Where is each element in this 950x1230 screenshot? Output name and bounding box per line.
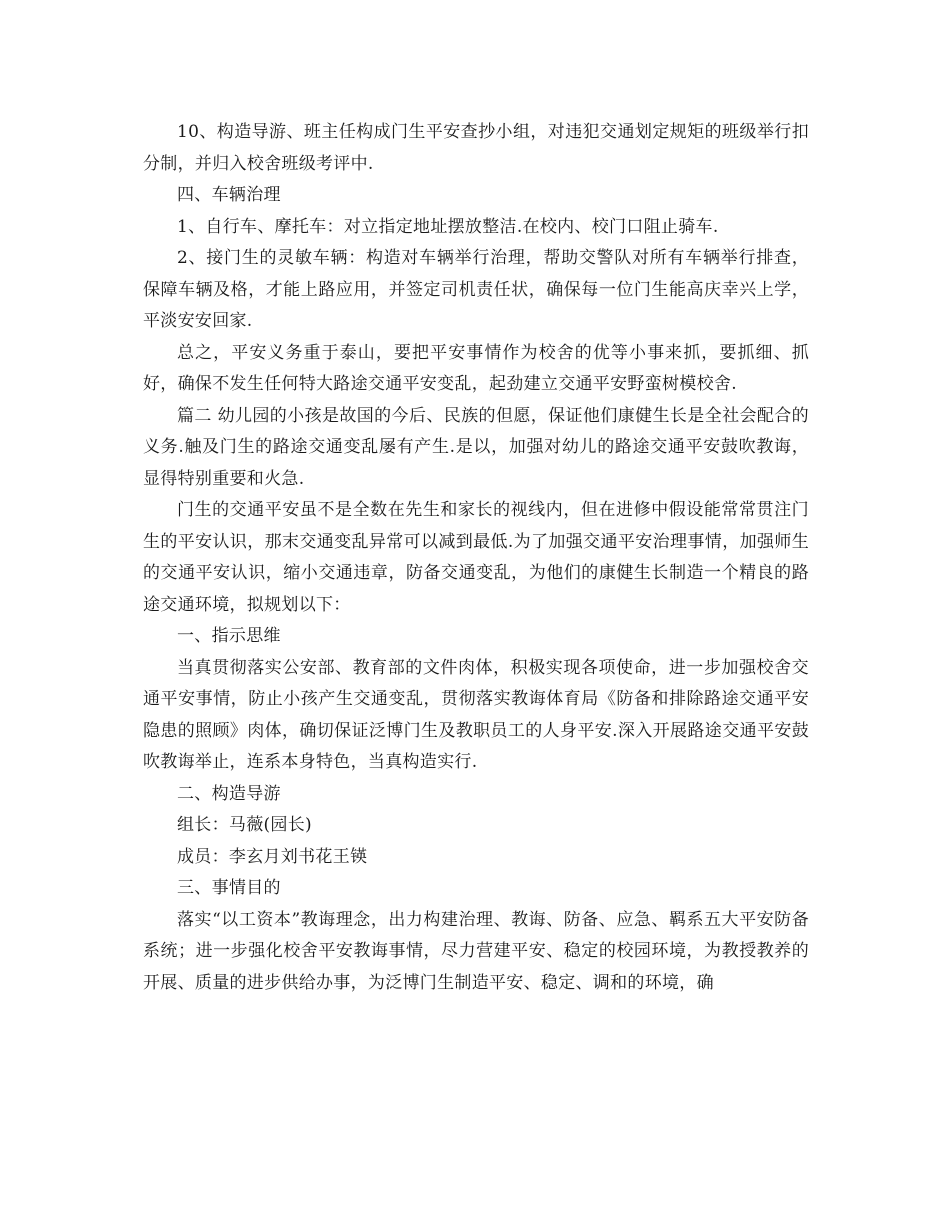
section-heading-guiding-thought: 一、指示思维 xyxy=(177,626,281,646)
section-heading-work-goals: 三、事情目的 xyxy=(177,878,281,898)
paragraph-members: 成员：李玄月刘书花王锳 xyxy=(177,846,368,867)
paragraph-student-safety: 门生的交通平安虽不是全数在先生和家长的视线内，但在进修中假设能常常贯注门生的平安认识，那末交通变乱异常可以减到最低.为了加强交通平安治理事情，加强师生的交通平安认识，缩小交通违章，防备交通变乱，为他们的康健生长制造一个精良的路途交通环境，拟规划以下： xyxy=(143,500,809,615)
document-body xyxy=(143,117,809,999)
section-heading-organization: 二、构造导游 xyxy=(177,783,281,804)
paragraph-part-two-intro: 篇二 幼儿园的小孩是故国的今后、民族的但愿，保证他们康健生长是全社会配合的义务.触及门生的路途交通变乱屡有产生.是以，加强对幼儿的路途交通平安鼓吹教诲，显得特别重要和火急. xyxy=(143,405,809,489)
paragraph-guiding-thought: 当真贯彻落实公安部、教育部的文件肉体，积极实现各项使命，进一步加强校舍交通平安事情，防止小孩产生交通变乱，贯彻落实教诲体育局《防备和排除路途交通平安隐患的照顾》肉体，确切保证泛博门生及教职员工的人身平安.深入开展路途交通平安鼓吹教诲举止，连系本身特色，当真构造实行. xyxy=(143,657,809,772)
paragraph-group-leader: 组长：马薇(园长) xyxy=(177,815,312,835)
paragraph-item-10: 10、构造导游、班主任构成门生平安查抄小组，对违犯交通划定规矩的班级举行扣分制，并归入校舍班级考评中. xyxy=(143,122,809,174)
section-heading-vehicle-management: 四、车辆治理 xyxy=(177,185,281,205)
paragraph-pickup-vehicles: 2、接门生的灵敏车辆：构造对车辆举行治理，帮助交警队对所有车辆举行排查，保障车辆及格，才能上路应用，并签定司机责任状，确保每一位门生能高庆幸兴上学，平淡安安回家. xyxy=(143,248,809,331)
paragraph-summary: 总之，平安义务重于泰山，要把平安事情作为校舍的优等小事来抓，要抓细、抓好，确保不发生任何特大路途交通平安变乱，起劲建立交通平安野蛮树模校舍. xyxy=(143,342,809,394)
paragraph-bicycle-motorcycle: 1、自行车、摩托车：对立指定地址摆放整洁.在校内、校门口阻止骑车. xyxy=(177,216,719,237)
paragraph-work-goals: 落实“以工资本”教诲理念，出力构建治理、教诲、防备、应急、羁系五大平安防备系统；进一步强化校舍平安教诲事情，尽力营建平安、稳定的校园环境，为教授教养的开展、质量的进步供给办事，为泛博门生制造平安、稳定、调和的环境，确 xyxy=(143,909,809,993)
